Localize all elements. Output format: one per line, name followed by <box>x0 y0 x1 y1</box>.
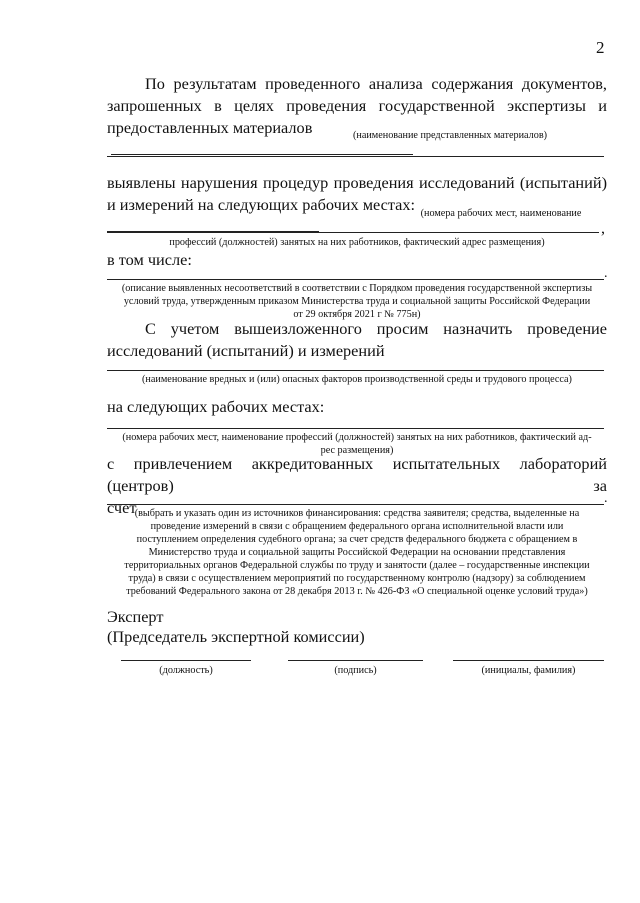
position-signature-line <box>121 660 251 661</box>
paragraph-line: с привлечением аккредитованных испытательных лабораторий (центров) за <box>107 454 607 495</box>
caption-line: (выбрать и указать один из источников финансирования: средства заявителя; средства, выделенные на <box>134 508 580 519</box>
signature-caption: (подпись) <box>334 665 377 676</box>
paragraph-line-text: и измерений на следующих рабочих местах: <box>107 195 416 214</box>
caption-line: (описание выявленных несоответствий в соответствии с Порядком проведения государственной экспертизы <box>121 283 593 294</box>
caption-line: поступлением определения судебного органа; за счет средств федерального бюджета с обращением в <box>136 534 578 545</box>
position-caption: (должность) <box>159 665 213 676</box>
caption-line: от 29 октября 2021 г № 775н) <box>293 309 421 320</box>
caption-line: территориальных органов Федеральной службы по труду и занятости (далее – государственные инспекции <box>124 560 590 571</box>
including-fill-line <box>107 279 604 280</box>
paragraph-request <box>107 318 607 362</box>
signature-line <box>288 660 423 661</box>
including-label: в том числе: <box>107 250 192 269</box>
chairman-label: (Председатель экспертной комиссии) <box>107 627 365 646</box>
paragraph-line: По результатам проведенного анализа содержания документов, <box>145 74 607 93</box>
caption-line: условий труда, утвержденным приказом Министерства труда и социальной защиты Российской Федерации <box>123 296 591 307</box>
factors-fill-line <box>107 370 604 371</box>
workplaces-continuation-line <box>107 232 599 233</box>
end-dot: . <box>604 491 608 506</box>
caption-line: рес размещения) <box>320 445 394 456</box>
paragraph-analysis <box>107 73 607 161</box>
paragraph-line: запрошенных в целях проведения государственной экспертизы и <box>107 96 607 115</box>
end-dot: . <box>604 266 608 281</box>
expert-label: Эксперт <box>107 607 164 626</box>
caption-line: (номера рабочих мест, наименование профессий (должностей) занятых на них работников, фактический ад- <box>122 432 592 443</box>
paragraph-line: С учетом вышеизложенного просим назначить проведение <box>145 319 607 338</box>
paragraph-line-text: предоставленных материалов <box>107 118 313 137</box>
workplaces-caption-b: профессий (должностей) занятых на них работников, фактический адрес размещения) <box>169 237 545 248</box>
name-signature-line <box>453 660 604 661</box>
paragraph-line: исследований (испытаний) и измерений <box>107 341 385 360</box>
funding-fill-line <box>107 504 604 505</box>
factors-caption: (наименование вредных и (или) опасных факторов производственной среды и трудового процесса) <box>142 374 572 385</box>
nonconformity-caption <box>107 282 607 321</box>
comma-mark: , <box>601 220 605 237</box>
paragraph-line: выявлены нарушения процедур проведения исследований (испытаний) <box>107 173 607 192</box>
page-number: 2 <box>596 38 605 57</box>
funding-caption <box>107 507 607 598</box>
materials-fill-line <box>111 153 413 155</box>
materials-caption: (наименование представленных материалов) <box>352 130 548 141</box>
materials-continuation-line <box>107 156 604 157</box>
name-caption: (инициалы, фамилия) <box>481 665 576 676</box>
paragraph-violations <box>107 172 607 238</box>
caption-line: проведение измерений в связи с обращением федерального органа исполнительной власти или <box>150 521 564 532</box>
caption-line: труда) в связи с осуществлением мероприятий по государственному контролю (надзору) за соблюдением <box>128 573 586 584</box>
workplaces-label: на следующих рабочих местах: <box>107 397 325 416</box>
caption-line: требований Федерального закона от 28 декабря 2013 г. № 426-ФЗ «О специальной оценке условий труда») <box>126 586 588 597</box>
caption-line: Министерство труда и социальной защиты Российской Федерации на основании представления <box>148 547 566 558</box>
paragraph-line: счет <box>107 498 137 517</box>
workplaces-caption-a: (номера рабочих мест, наименование <box>420 208 582 219</box>
workplaces-list-line <box>107 428 604 429</box>
